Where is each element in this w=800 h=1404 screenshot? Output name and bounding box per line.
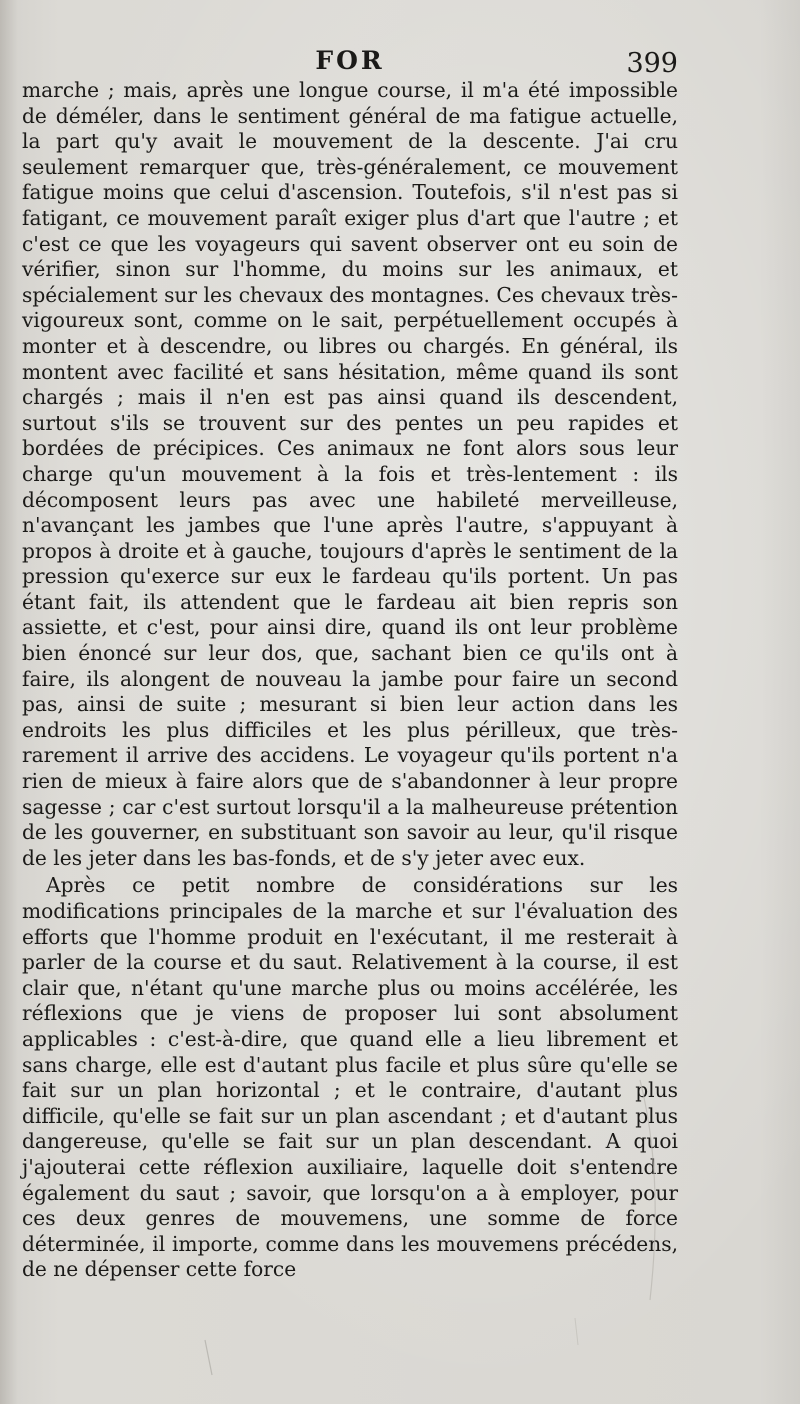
paragraph-1: marche ; mais, après une longue course, il m'a été impossible de déméler, dans le sentiment général de ma fatigue actuelle, la part qu'y avait le mouvement de la descente. J'ai cru seulement remarquer que, très-généralement, ce mouvement fatigue moins que celui d'ascension. Toutefois, s'il n'est pas si fatigant, ce mouvement paraît exiger plus d'art que l'autre ; et c'est ce que les voyageurs qui savent observer ont eu soin de vérifier, sinon sur l'homme, du moins sur les animaux, et spécialement sur les chevaux des montagnes. Ces chevaux très-vigoureux sont, comme on le sait, perpétuellement occupés à monter et à descendre, ou libres ou chargés. En général, ils montent avec facilité et sans hésitation, même quand ils sont chargés ; mais il n'en est pas ainsi quand ils descendent, surtout s'ils se trouvent sur des pentes un peu rapides et bordées de précipices. Ces animaux ne font alors sous leur charge qu'un mouvement à la fois et très-lentement : ils décomposent leurs pas avec une habileté merveilleuse, n'avançant les jambes que l'une après l'autre, s'appuyant à propos à droite et à gauche, toujours d'après le sentiment de la pression qu'exerce sur eux le fardeau qu'ils portent. Un pas étant fait, ils attendent que le fardeau ait bien repris son assiette, et c'est, pour ainsi dire, quand ils ont leur problème bien énoncé sur leur dos, que, sachant bien ce qu'ils ont à faire, ils alongent de nouveau la jambe pour faire un second pas, ainsi de suite ; mesurant si bien leur action dans les endroits les plus difficiles et les plus périlleux, que très-rarement il arrive des accidens. Le voyageur qu'ils portent n'a rien de mieux à faire alors que de s'abandonner à leur propre sagesse ; car c'est surtout lorsqu'il a la malheureuse prétention de les gouverner, en substituant son savoir au leur, qu'il risque de les jeter dans les bas-fonds, et de s'y jeter avec eux. <box>22 78 678 870</box>
page-number: 399 <box>626 48 678 79</box>
running-head: FOR <box>315 46 385 75</box>
paragraph-2: Après ce petit nombre de considérations sur les modifications principales de la marche et sur l'évaluation des efforts que l'homme produit en l'exécutant, il me resterait à parler de la course et du saut. Relativement à la course, il est clair que, n'étant qu'une marche plus ou moins accélérée, les réflexions que je viens de proposer lui sont absolument applicables : c'est-à-dire, que quand elle a lieu librement et sans charge, elle est d'autant plus facile et plus sûre qu'elle se fait sur un plan horizontal ; et le contraire, d'autant plus difficile, qu'elle se fait sur un plan ascendant ; et d'autant plus dangereuse, qu'elle se fait sur un plan descendant. A quoi j'ajouterai cette réflexion auxiliaire, laquelle doit s'entendre également du saut ; savoir, que lorsqu'on a à employer, pour ces deux genres de mouvemens, une somme de force déterminée, il importe, comme dans les mouvemens précédens, de ne dépenser cette force <box>22 873 678 1282</box>
